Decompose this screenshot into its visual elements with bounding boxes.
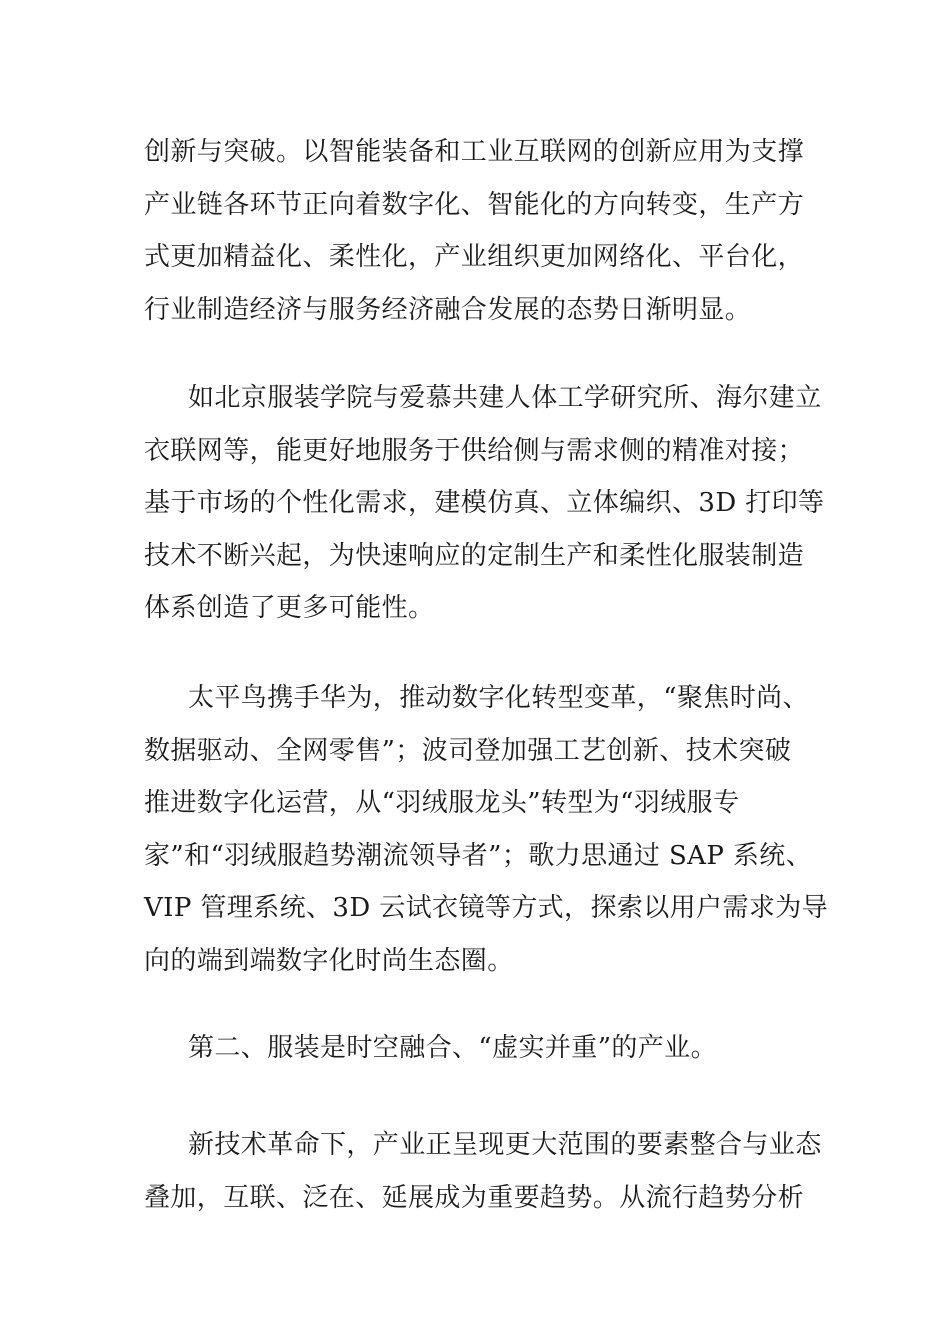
text-line: 新技术革命下，产业正呈现更大范围的要素整合与业态 xyxy=(188,1130,822,1160)
paragraph-1 xyxy=(144,126,844,336)
text-line: 体系创造了更多可能性。 xyxy=(144,593,435,623)
text-line: 如北京服装学院与爱慕共建人体工学研究所、海尔建立 xyxy=(188,383,822,413)
text-line: 叠加，互联、泛在、延展成为重要趋势。从流行趋势分析 xyxy=(144,1182,805,1213)
text-line: 向的端到端数字化时尚生态圈。 xyxy=(144,945,514,976)
paragraph-3 xyxy=(144,672,844,987)
paragraph-5 xyxy=(144,1119,844,1224)
text-line: 数据驱动、全网零售”；波司登加强工艺创新、技术突破 xyxy=(144,735,792,766)
text-line: 家”和“羽绒服趋势潮流领导者”；歌力思通过 SAP 系统、 xyxy=(144,840,813,871)
text-line: VIP 管理系统、3D 云试衣镜等方式，探索以用户需求为导 xyxy=(144,893,829,923)
text-line: 太平鸟携手华为，推动数字化转型变革，“聚焦时尚、 xyxy=(188,683,809,713)
text-line: 衣联网等，能更好地服务于供给侧与需求侧的精准对接； xyxy=(144,435,805,466)
text-line: 行业制造经济与服务经济融合发展的态势日渐明显。 xyxy=(144,294,752,325)
paragraph-2 xyxy=(144,372,844,635)
section-heading: 第二、服装是时空融合、“虚实并重”的产业。 xyxy=(188,1033,717,1063)
text-line: 产业链各环节正向着数字化、智能化的方向转变，生产方 xyxy=(144,189,805,220)
text-line: 推进数字化运营，从“羽绒服龙头”转型为“羽绒服专 xyxy=(144,788,740,818)
paragraph-4 xyxy=(144,1022,844,1075)
text-line: 基于市场的个性化需求，建模仿真、立体编织、3D 打印等 xyxy=(144,488,825,518)
text-line: 技术不断兴起，为快速响应的定制生产和柔性化服装制造 xyxy=(144,540,805,571)
text-line: 式更加精益化、柔性化，产业组织更加网络化、平台化， xyxy=(144,242,805,272)
text-line: 创新与突破。以智能装备和工业互联网的创新应用为支撑 xyxy=(144,137,805,167)
